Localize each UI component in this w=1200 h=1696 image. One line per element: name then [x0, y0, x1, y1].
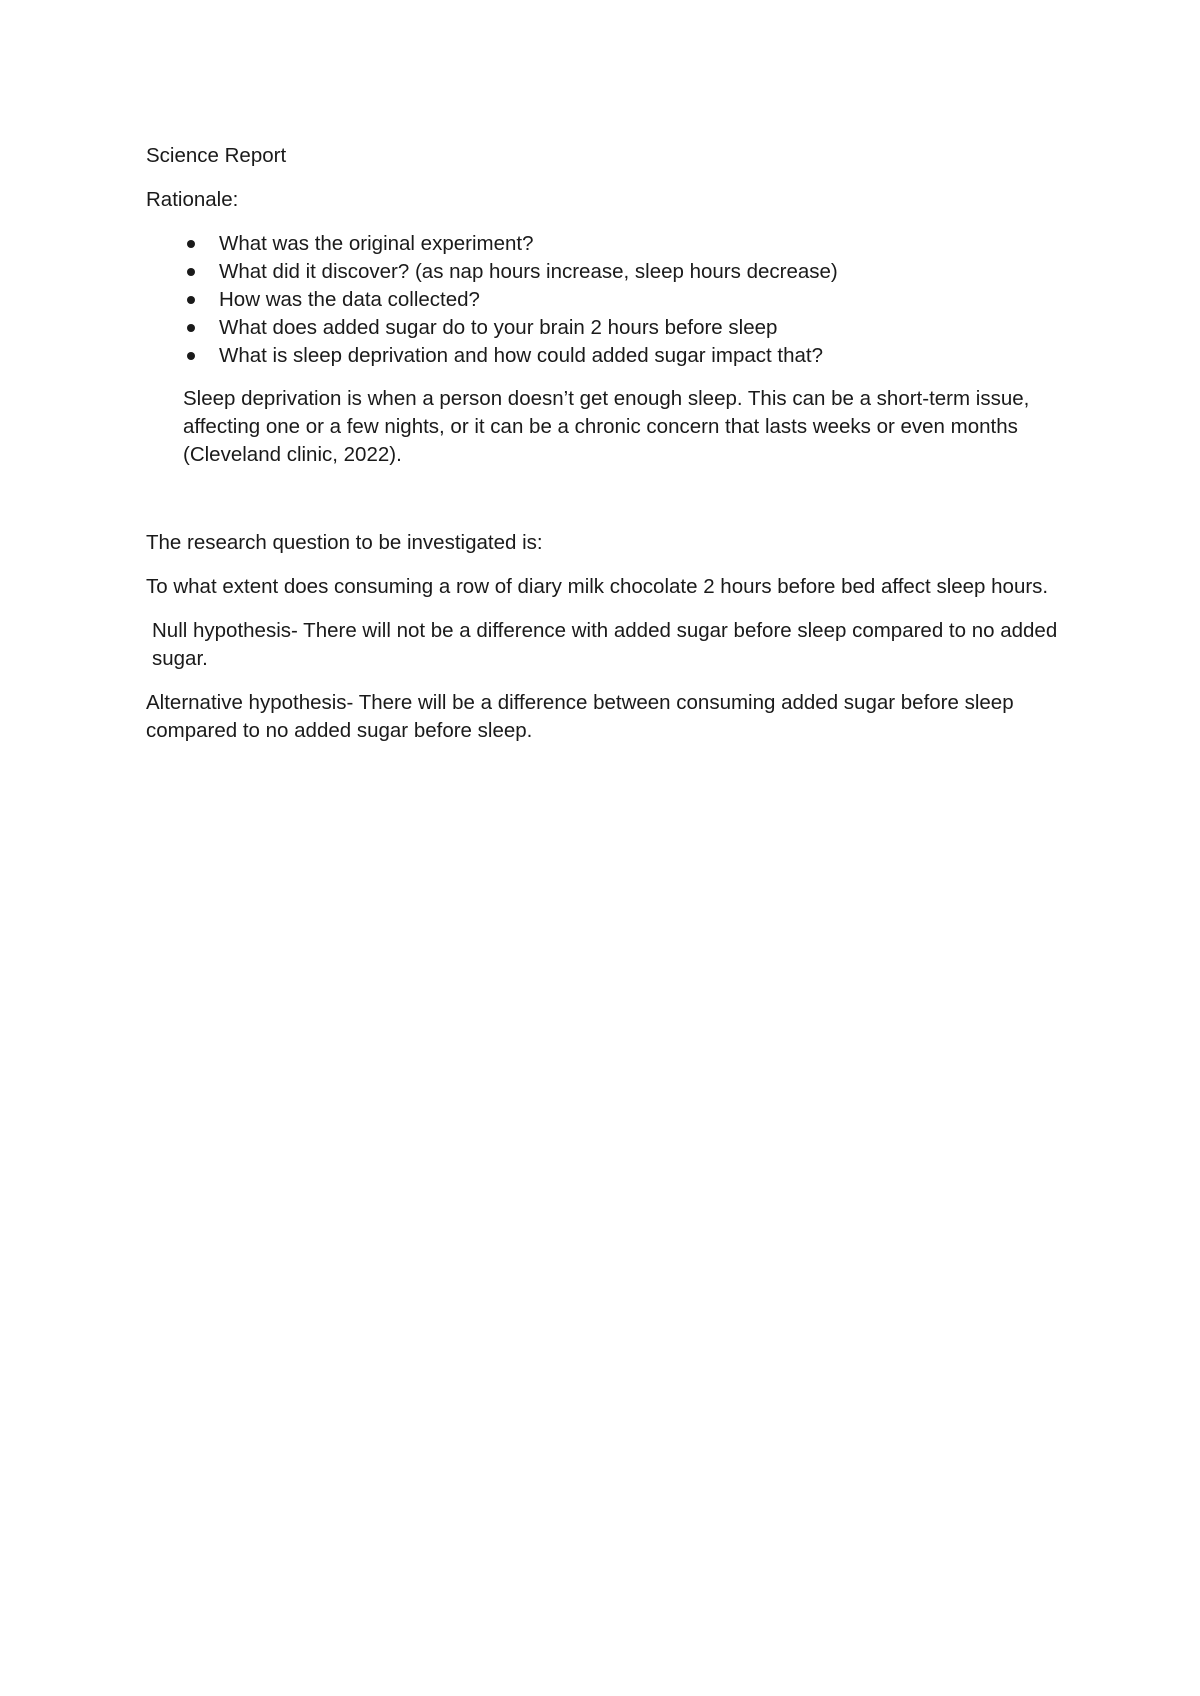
rationale-question-list: [146, 230, 1076, 370]
sleep-deprivation-paragraph: Sleep deprivation is when a person doesn’t get enough sleep. This can be a short-term issue, affecting one or a few nights, or it can be a chronic concern that lasts weeks or even months (Cleveland clinic, 2022).: [183, 387, 1030, 466]
list-item: What is sleep deprivation and how could added sugar impact that?: [219, 342, 1076, 370]
list-item: What does added sugar do to your brain 2 hours before sleep: [219, 314, 1076, 342]
list-item: What did it discover? (as nap hours increase, sleep hours decrease): [219, 258, 1076, 286]
research-question: To what extent does consuming a row of diary milk chocolate 2 hours before bed affect sleep hours.: [146, 575, 1049, 598]
rationale-heading: Rationale:: [146, 188, 239, 211]
alternative-hypothesis: Alternative hypothesis- There will be a difference between consuming added sugar before sleep compared to no added sugar before sleep.: [146, 691, 1014, 742]
document-title: Science Report: [146, 144, 287, 167]
null-hypothesis: Null hypothesis- There will not be a difference with added sugar before sleep compared to no added sugar.: [152, 619, 1058, 670]
document-body: [146, 142, 1076, 761]
list-item: How was the data collected?: [219, 286, 1076, 314]
research-question-intro: The research question to be investigated is:: [146, 531, 543, 554]
list-item: What was the original experiment?: [219, 230, 1076, 258]
